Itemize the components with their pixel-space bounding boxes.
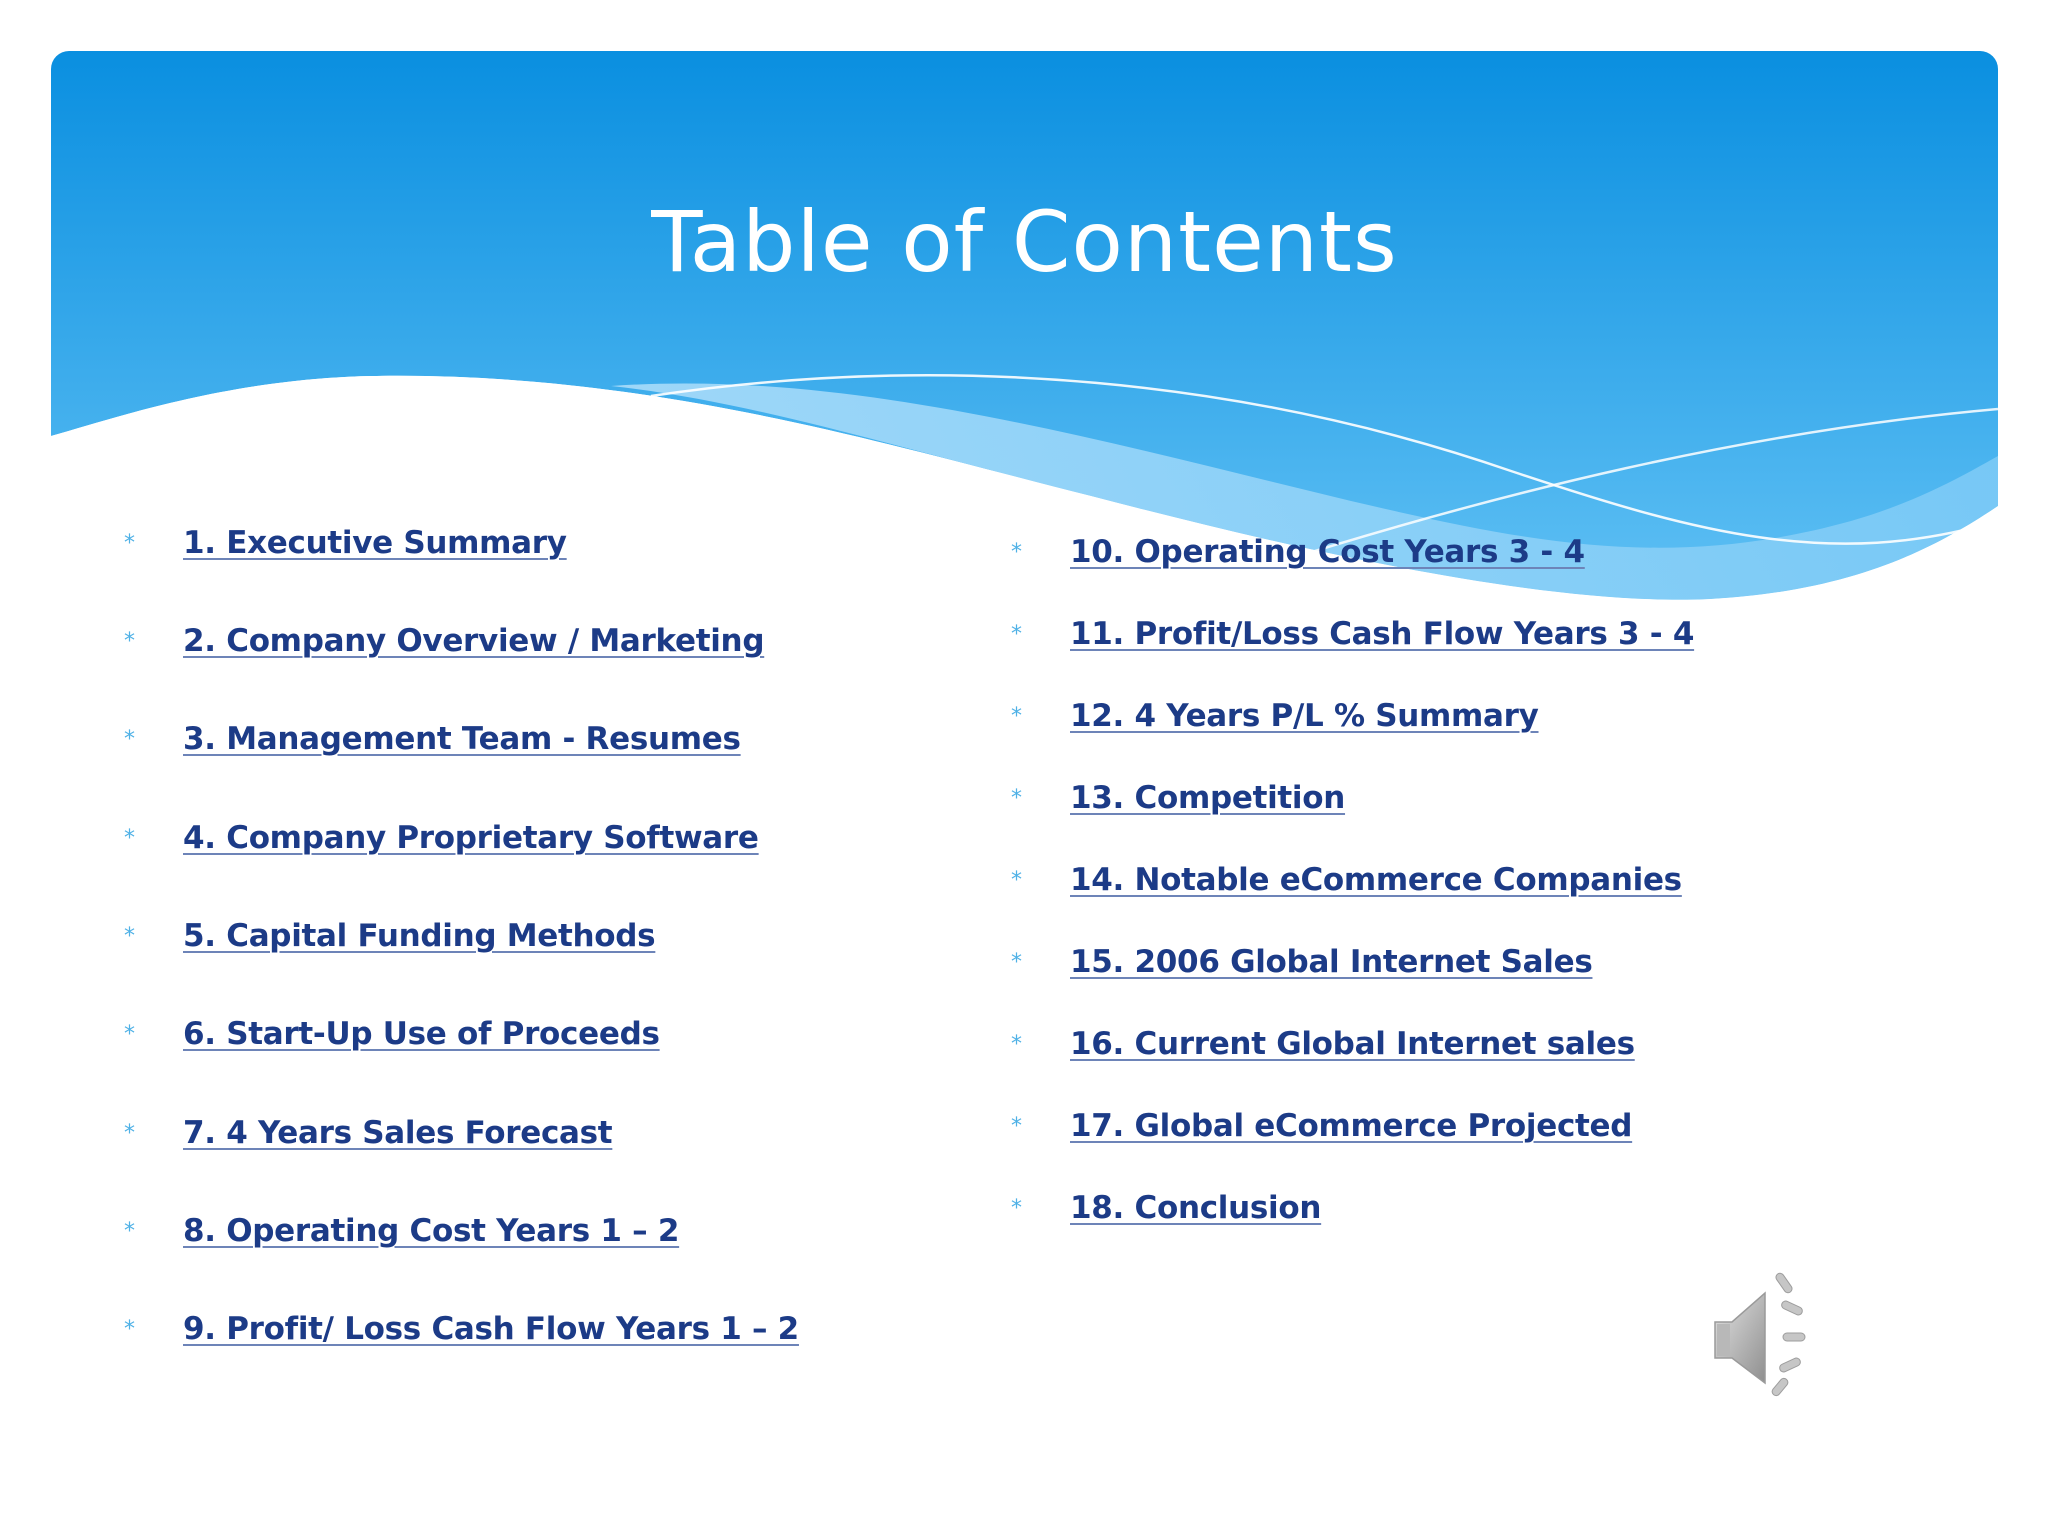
bullet-icon: * bbox=[124, 629, 135, 654]
bullet-icon: * bbox=[124, 924, 135, 949]
toc-link-proprietary-software[interactable]: 4. Company Proprietary Software bbox=[183, 820, 759, 856]
bullet-icon: * bbox=[1011, 950, 1022, 975]
toc-link-competition[interactable]: 13. Competition bbox=[1070, 780, 1346, 816]
bullet-icon: * bbox=[1011, 868, 1022, 893]
bullet-icon: * bbox=[124, 531, 135, 556]
toc-link-capital-funding[interactable]: 5. Capital Funding Methods bbox=[183, 918, 656, 954]
toc-link-use-of-proceeds[interactable]: 6. Start-Up Use of Proceeds bbox=[183, 1016, 660, 1052]
toc-link-operating-cost-3-4[interactable]: 10. Operating Cost Years 3 - 4 bbox=[1070, 534, 1585, 570]
toc-link-notable-ecommerce[interactable]: 14. Notable eCommerce Companies bbox=[1070, 862, 1682, 898]
bullet-icon: * bbox=[124, 1219, 135, 1244]
toc-link-profit-loss-3-4[interactable]: 11. Profit/Loss Cash Flow Years 3 - 4 bbox=[1070, 616, 1695, 652]
toc-link-ecommerce-projected[interactable]: 17. Global eCommerce Projected bbox=[1070, 1108, 1633, 1144]
bullet-icon: * bbox=[124, 727, 135, 752]
speaker-icon[interactable] bbox=[1660, 1260, 1810, 1400]
bullet-icon: * bbox=[124, 1022, 135, 1047]
bullet-icon: * bbox=[1011, 1032, 1022, 1057]
bullet-icon: * bbox=[1011, 622, 1022, 647]
toc-link-conclusion[interactable]: 18. Conclusion bbox=[1070, 1190, 1322, 1226]
toc-link-management-team[interactable]: 3. Management Team - Resumes bbox=[183, 721, 741, 757]
toc-link-sales-forecast[interactable]: 7. 4 Years Sales Forecast bbox=[183, 1115, 613, 1151]
bullet-icon: * bbox=[1011, 540, 1022, 565]
toc-link-operating-cost-1-2[interactable]: 8. Operating Cost Years 1 – 2 bbox=[183, 1213, 680, 1249]
bullet-icon: * bbox=[1011, 1196, 1022, 1221]
bullet-icon: * bbox=[124, 1121, 135, 1146]
bullet-icon: * bbox=[124, 1317, 135, 1342]
bullet-icon: * bbox=[1011, 704, 1022, 729]
bullet-icon: * bbox=[1011, 786, 1022, 811]
bullet-icon: * bbox=[124, 826, 135, 851]
slide-title: Table of Contents bbox=[651, 193, 1398, 291]
toc-link-executive-summary[interactable]: 1. Executive Summary bbox=[183, 525, 567, 561]
toc-link-company-overview[interactable]: 2. Company Overview / Marketing bbox=[183, 623, 765, 659]
toc-link-current-internet-sales[interactable]: 16. Current Global Internet sales bbox=[1070, 1026, 1635, 1062]
toc-link-2006-internet-sales[interactable]: 15. 2006 Global Internet Sales bbox=[1070, 944, 1593, 980]
toc-link-profit-loss-1-2[interactable]: 9. Profit/ Loss Cash Flow Years 1 – 2 bbox=[183, 1311, 799, 1347]
bullet-icon: * bbox=[1011, 1114, 1022, 1139]
toc-link-pl-summary[interactable]: 12. 4 Years P/L % Summary bbox=[1070, 698, 1539, 734]
